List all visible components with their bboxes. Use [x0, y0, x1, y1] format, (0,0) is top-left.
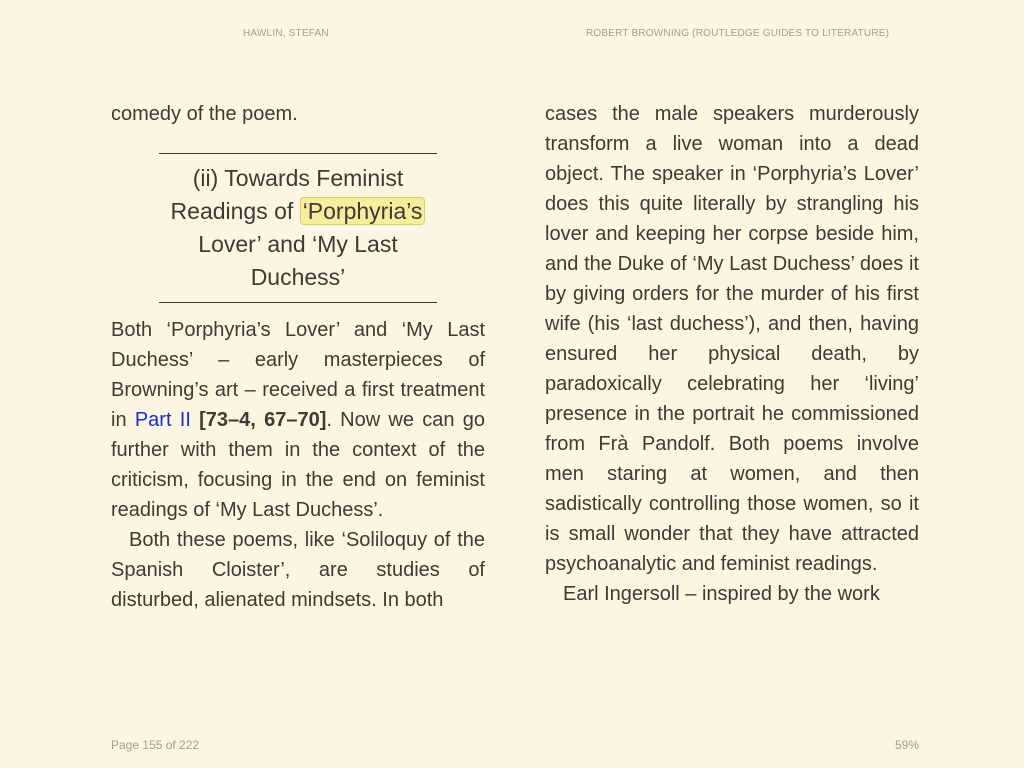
section-heading [111, 153, 485, 303]
paragraph-continued: cases the male speakers murderously transform a live woman into a dead object. The speaker in ‘Porphyria’s Lover’ does this quite literally by strangling his lover and keeping her corpse beside him, and the Duke of ‘My Last Duchess’ does it by giving orders for the murder of his first wife (his ‘last duchess’), and then, having ensured her physical death, by paradoxically celebrating her ‘living’ presence in the portrait he commissioned from Frà Pandolf. Both poems involve men staring at women, and then sadistically controlling those women, so it is small wonder that they have attracted psychoanalytic and feminist readings. [545, 103, 919, 575]
page-number: Page 155 of 222 [111, 738, 200, 752]
paragraph-text: Both ‘Porphyria’s Lover’ and ‘My Last Duchess’ – early masterpieces of Browning’s art – received a first treatment in [111, 319, 485, 431]
paragraph: Both these poems, like ‘Soliloquy of the Spanish Cloister’, are studies of disturbed, alienated mindsets. In both [111, 529, 485, 611]
paragraph-text [191, 409, 199, 431]
heading-rule-bottom [159, 302, 437, 303]
heading-text-after: Lover’ and ‘My Last Duchess’ [198, 231, 398, 290]
part-ii-link[interactable]: Part II [134, 409, 191, 431]
highlighted-text[interactable]: ‘Porphyria’s [300, 197, 426, 225]
running-head-title: ROBERT BROWNING (ROUTLEDGE GUIDES TO LITERATURE) [586, 28, 890, 39]
reading-progress: 59% [894, 738, 919, 752]
paragraph [111, 315, 485, 525]
paragraph: Earl Ingersoll – inspired by the work [563, 583, 880, 605]
heading-text-before: (ii) Towards Feminist Readings of [170, 165, 404, 224]
page-reference: [73–4, 67–70] [199, 409, 327, 431]
left-column [111, 99, 485, 615]
section-heading-text [159, 154, 437, 302]
right-column [545, 99, 919, 609]
paragraph-continued: comedy of the poem. [111, 103, 298, 125]
paragraph-text: . Now we can go further with them in the context of the criticism, focusing in the end on feminist readings of ‘My Last Duchess’. [111, 409, 485, 521]
running-head-author: HAWLIN, STEFAN [243, 28, 329, 39]
